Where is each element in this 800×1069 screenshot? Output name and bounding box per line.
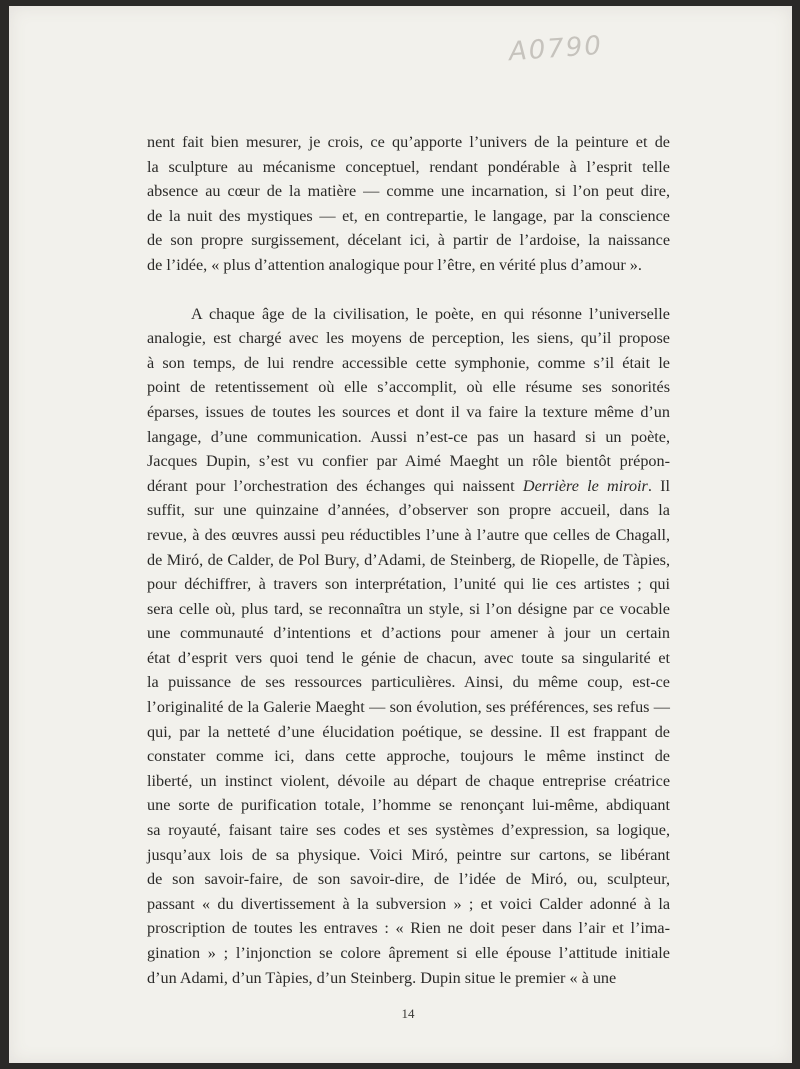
text-line: langage, d’une communication. Aussi n’est-ce pas un hasard si un poète, [147, 427, 670, 446]
text-line: revue, à des œuvres aussi peu réductibles l’une à l’autre que celles de Chagall, [147, 525, 670, 544]
text-line [147, 474, 670, 499]
line-tail: . Il [647, 476, 671, 495]
body-text [147, 130, 670, 990]
text-line: état d’esprit vers quoi tend le génie de chacun, avec toute sa singularité et [147, 648, 670, 667]
paragraph-2 [147, 302, 670, 991]
text-line: Jacques Dupin, s’est vu confier par Aimé Maeght un rôle bientôt prépon- [147, 452, 670, 471]
text-line: de son savoir-faire, de son savoir-dire, de l’idée de Miró, ou, sculpteur, [147, 870, 670, 889]
paragraph-1 [147, 130, 670, 278]
text-line: A chaque âge de la civilisation, le poète, en qui résonne l’universelle [191, 304, 670, 323]
text-line: constater comme ici, dans cette approche, toujours le même instinct de [147, 747, 670, 766]
text-line: pour déchiffrer, à travers son interprétation, l’unité qui lie ces artistes ; qui [147, 575, 670, 594]
text-line: une sorte de purification totale, l’homme se renonçant lui-même, abdiquant [147, 796, 670, 815]
text-line: suffit, sur une quinzaine d’années, d’observer son propre accueil, dans la [147, 501, 670, 520]
paragraph-gap [147, 278, 670, 302]
handwritten-note: A0790 [508, 30, 604, 68]
text-line: de Miró, de Calder, de Pol Bury, d’Adami, de Steinberg, de Riopelle, de Tàpies, [147, 550, 670, 569]
text-line: sa royauté, faisant taire ses codes et ses systèmes d’expression, sa logique, [147, 821, 670, 840]
text-line: liberté, un instinct violent, dévoile au départ de chaque entreprise créatrice [147, 771, 670, 790]
line-text: dérant pour l’orchestration des échanges qui naissent [147, 476, 515, 495]
text-line: gination » ; l’injonction se colore âprement si elle épouse l’attitude initiale [147, 944, 670, 962]
text-line: éparses, issues de toutes les sources et dont il va faire la texture même d’un [147, 402, 670, 421]
text-line: de la nuit des mystiques — et, en contrepartie, le langage, par la conscience [147, 206, 670, 225]
text-line: nent fait bien mesurer, je crois, ce qu’apporte l’univers de la peinture et de [147, 133, 670, 151]
text-line: analogie, est chargé avec les moyens de perception, les siens, qu’il propose [147, 329, 670, 348]
document-page [9, 6, 792, 1063]
text-line: sera celle où, plus tard, se reconnaîtra un style, si l’on désigne par ce vocable [147, 599, 670, 618]
publication-title: Derrière le miroir [522, 476, 648, 495]
text-line: à son temps, de lui rendre accessible cette symphonie, comme s’il était le [147, 353, 670, 372]
text-line: la puissance de ses ressources particulières. Ainsi, du même coup, est-ce [147, 673, 670, 692]
text-line: de l’idée, « plus d’attention analogique pour l’être, en vérité plus d’amour ». [147, 255, 642, 274]
page-number: 14 [401, 1006, 415, 1021]
text-line: de son propre surgissement, décelant ici, à partir de l’ardoise, la naissance [147, 231, 670, 250]
text-line: passant « du divertissement à la subversion » ; et voici Calder adonné à la [147, 894, 670, 913]
text-line: jusqu’aux lois de sa physique. Voici Miró, peintre sur cartons, se libérant [147, 845, 670, 864]
text-line: absence au cœur de la matière — comme une incarnation, si l’on peut dire, [147, 182, 670, 201]
text-line: point de retentissement où elle s’accomplit, où elle résume ses sonorités [147, 378, 670, 397]
text-line: l’originalité de la Galerie Maeght — son évolution, ses préférences, ses refus — [147, 698, 670, 717]
text-line: d’un Adami, d’un Tàpies, d’un Steinberg. Dupin situe le premier « à une [147, 968, 617, 987]
text-line: une communauté d’intentions et d’actions pour amener à jour un certain [147, 624, 670, 643]
text-line: la sculpture au mécanisme conceptuel, rendant pondérable à l’esprit telle [147, 157, 670, 176]
text-line: qui, par la netteté d’une élucidation poétique, se dessine. Il est frappant de [147, 722, 670, 741]
text-line: proscription de toutes les entraves : « Rien ne doit peser dans l’air et l’ima- [147, 919, 670, 938]
